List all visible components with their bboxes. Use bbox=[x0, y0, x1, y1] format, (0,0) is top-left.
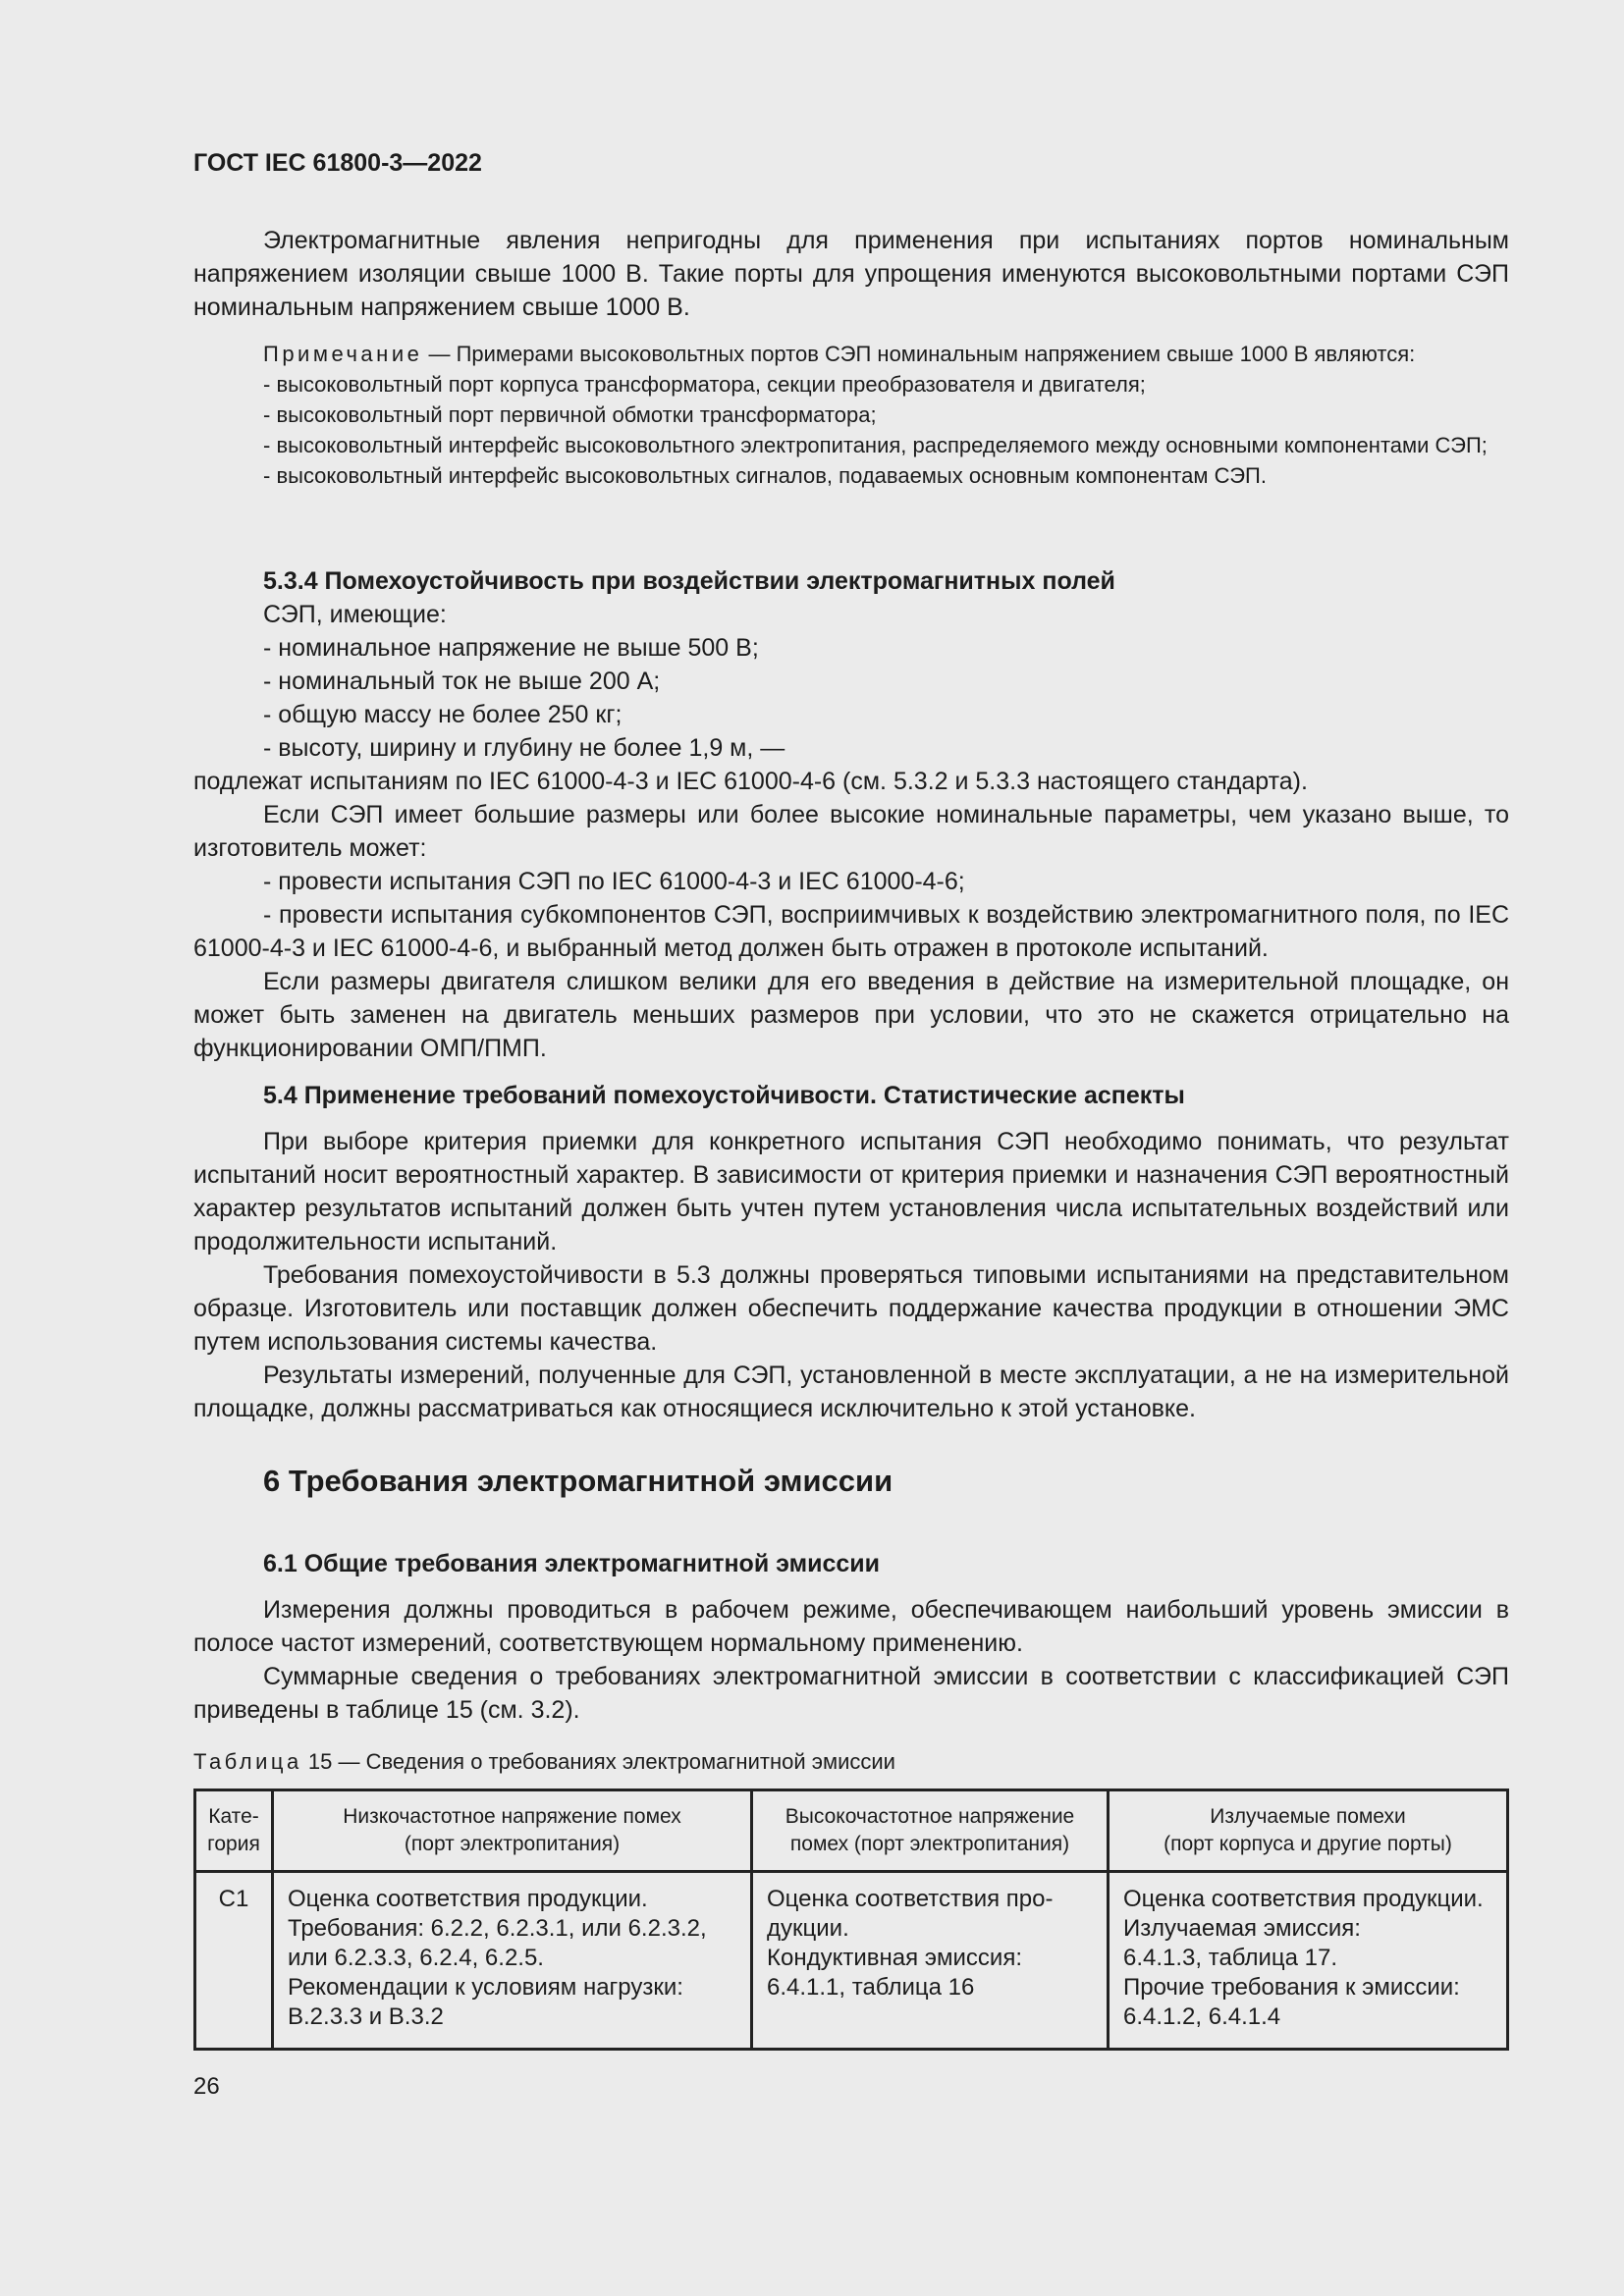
document-header: ГОСТ IEC 61800-3—2022 bbox=[193, 149, 482, 177]
list-item: - общую массу не более 250 кг; bbox=[263, 701, 623, 728]
chapter-heading: 6 Требования электромагнитной эмиссии bbox=[263, 1464, 893, 1498]
header-cell-radiated: Излучаемые помехи (порт корпуса и другие порты) bbox=[1109, 1790, 1508, 1872]
cell-lf: Оценка соответствия продукции. Требования: 6.2.2, 6.2.3.1, или 6.2.3.2, или 6.2.3.3, 6.2.4, 6.2.5. Рекомендации к условиям нагрузки: B.2.3.3 и B.3.2 bbox=[273, 1872, 752, 2050]
note-block bbox=[193, 339, 1509, 491]
section-6-1 bbox=[193, 1547, 1509, 1727]
list-item: - высоту, ширину и глубину не более 1,9 м, — bbox=[263, 734, 785, 762]
header-cell-lf: Низкочастотное напряжение помех (порт электропитания) bbox=[273, 1790, 752, 1872]
table-caption-text: 15 — Сведения о требованиях электромагнитной эмиссии bbox=[301, 1749, 895, 1774]
list-item: - провести испытания СЭП по IEC 61000-4-3 и IEC 61000-4-6; bbox=[263, 868, 965, 895]
cell-hf: Оценка соответствия про- дукции. Кондуктивная эмиссия: 6.4.1.1, таблица 16 bbox=[752, 1872, 1109, 2050]
page-number: 26 bbox=[193, 2073, 220, 2100]
note-label: Примечание bbox=[263, 342, 423, 366]
list-item: - номинальный ток не выше 200 А; bbox=[263, 667, 661, 695]
paragraph: подлежат испытаниям по IEC 61000-4-3 и IEC 61000-4-6 (см. 5.3.2 и 5.3.3 настоящего стандарта). bbox=[193, 768, 1308, 795]
paragraph: Результаты измерений, полученные для СЭП, установленной в месте эксплуатации, а не на измерительной площадке, должны рассматриваться как относящиеся исключительно к этой установке. bbox=[193, 1362, 1509, 1422]
intro-block bbox=[193, 224, 1509, 324]
section-heading: 5.4 Применение требований помехоустойчивости. Статистические аспекты bbox=[263, 1082, 1185, 1109]
table-15 bbox=[193, 1789, 1509, 2051]
header-cell-category: Кате- гория bbox=[195, 1790, 273, 1872]
section-5-3-4 bbox=[193, 564, 1509, 1065]
intro-paragraph: Электромагнитные явления непригодны для применения при испытаниях портов номинальным напряжением изоляции свыше 1000 В. Такие порты для упрощения именуются высоковольтными портами СЭП номинальным напряжением свыше 1000 В. bbox=[193, 227, 1509, 321]
table-row bbox=[195, 1872, 1508, 2050]
cell-category: C1 bbox=[195, 1872, 273, 2050]
note-item: - высоковольтный порт корпуса трансформатора, секции преобразователя и двигателя; bbox=[263, 372, 1146, 397]
paragraph: Требования помехоустойчивости в 5.3 должны проверяться типовыми испытаниями на представительном образце. Изготовитель или поставщик должен обеспечить поддержание качества продукции в отношении ЭМС путем использования системы качества. bbox=[193, 1261, 1509, 1356]
note-paragraph bbox=[193, 339, 1509, 369]
section-6 bbox=[193, 1462, 1509, 1501]
list-item: - провести испытания субкомпонентов СЭП, восприимчивых к воздействию электромагнитного поля, по IEC 61000-4-3 и IEC 61000-4-6, и выбранный метод должен быть отражен в протоколе испытаний. bbox=[193, 901, 1509, 962]
table-header-row bbox=[195, 1790, 1508, 1872]
paragraph: СЭП, имеющие: bbox=[263, 601, 447, 628]
header-cell-hf: Высокочастотное напряжение помех (порт электропитания) bbox=[752, 1790, 1109, 1872]
list-item: - номинальное напряжение не выше 500 В; bbox=[263, 634, 759, 662]
table-caption bbox=[193, 1747, 1509, 1777]
paragraph: При выборе критерия приемки для конкретного испытания СЭП необходимо понимать, что результат испытаний носит вероятностный характер. В зависимости от критерия приемки и назначения СЭП вероятностный характер результатов испытаний должен быть учтен путем установления числа испытательных воздействий или продолжительности испытаний. bbox=[193, 1128, 1509, 1255]
note-item: - высоковольтный интерфейс высоковольтных сигналов, подаваемых основным компонентам СЭП. bbox=[263, 463, 1267, 488]
cell-radiated: Оценка соответствия продукции. Излучаемая эмиссия: 6.4.1.3, таблица 17. Прочие требования к эмиссии: 6.4.1.2, 6.4.1.4 bbox=[1109, 1872, 1508, 2050]
paragraph: Измерения должны проводиться в рабочем режиме, обеспечивающем наибольший уровень эмиссии в полосе частот измерений, соответствующем нормальному применению. bbox=[193, 1596, 1509, 1657]
paragraph: Если СЭП имеет большие размеры или более высокие номинальные параметры, чем указано выше, то изготовитель может: bbox=[193, 801, 1509, 862]
paragraph: Суммарные сведения о требованиях электромагнитной эмиссии в соответствии с классификацией СЭП приведены в таблице 15 (см. 3.2). bbox=[193, 1663, 1509, 1724]
section-heading: 6.1 Общие требования электромагнитной эмиссии bbox=[263, 1550, 881, 1577]
section-heading: 5.3.4 Помехоустойчивость при воздействии электромагнитных полей bbox=[263, 567, 1115, 595]
note-text: — Примерами высоковольтных портов СЭП номинальным напряжением свыше 1000 В являются: bbox=[422, 342, 1416, 366]
note-item: - высоковольтный интерфейс высоковольтного электропитания, распределяемого между основными компонентами СЭП; bbox=[263, 433, 1488, 457]
note-item: - высоковольтный порт первичной обмотки трансформатора; bbox=[263, 402, 877, 427]
table-caption-label: Таблица bbox=[193, 1749, 302, 1774]
section-5-4 bbox=[193, 1079, 1509, 1425]
paragraph: Если размеры двигателя слишком велики для его введения в действие на измерительной площадке, он может быть заменен на двигатель меньших размеров при условии, что это не скажется отрицательно на функционировании ОМП/ПМП. bbox=[193, 968, 1509, 1062]
